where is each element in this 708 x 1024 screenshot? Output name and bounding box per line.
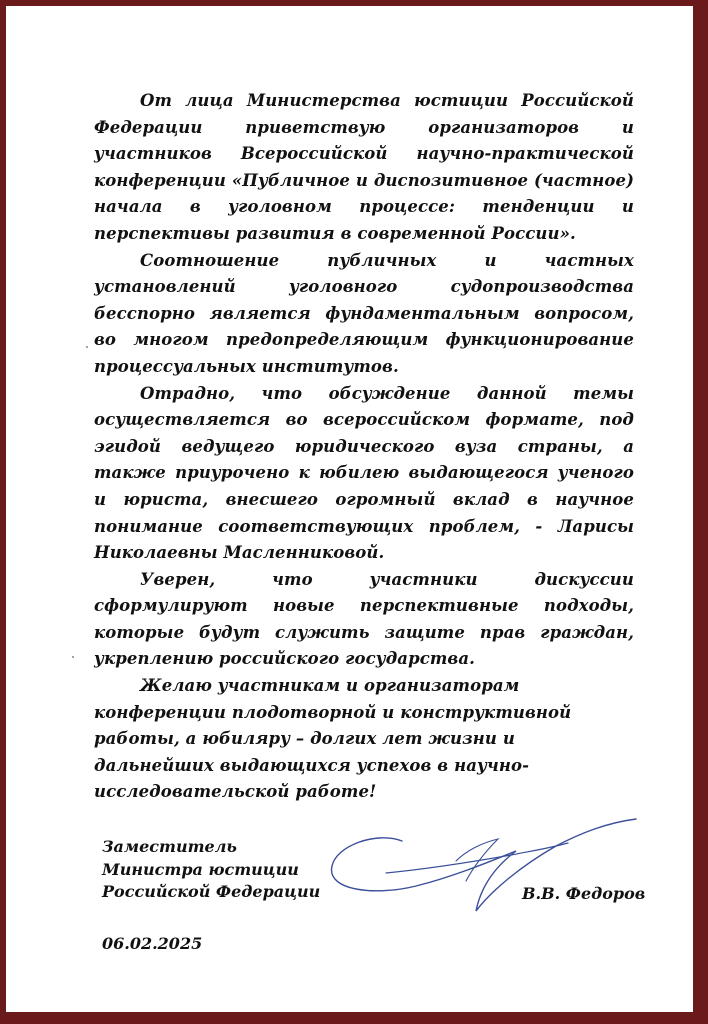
document-date: 06.02.2025 <box>102 934 203 953</box>
signer-name: В.В. Федоров <box>522 884 646 903</box>
letter-paragraph-4: Уверен, что участники дискуссии сформулируют новые перспективные подходы, которые будут служить защите прав граждан, укреплению российского государства. <box>94 569 634 669</box>
scan-speck <box>72 656 74 658</box>
letter-paragraph-1: От лица Министерства юстиции Российской Федерации приветствую организаторов и участников Всероссийской научно-практической конференции «Публичное и диспозитивное (частное) начала в уголовном процессе: тенденции и перспективы развития в современной России». <box>94 91 634 243</box>
letter-paragraph-2: Соотношение публичных и частных установлений уголовного судопроизводства бесспорно является фундаментальным вопросом, во многом предопределяющим функционирование процессуальных институтов. <box>94 250 634 376</box>
position-line-1: Заместитель <box>102 837 237 856</box>
position-line-3: Российской Федерации <box>102 882 321 901</box>
signature-icon <box>306 811 646 931</box>
signatory-position <box>102 836 320 904</box>
letter-paragraph-5: Желаю участникам и организаторам конференции плодотворной и конструктивной работы, а юбиляру – долгих лет жизни и дальнейших выдающихся успехов в научно-исследовательской работе! <box>94 676 572 802</box>
position-line-2: Министра юстиции <box>102 859 299 879</box>
letter-body <box>94 88 634 806</box>
scan-speck <box>86 346 88 348</box>
letter-paragraph-3: Отрадно, что обсуждение данной темы осуществляется во всероссийском формате, под эгидой ведущего юридического вуза страны, а также приурочено к юбилею выдающегося ученого и юриста, внесшего огромный вклад в научное понимание соответствующих проблем, - Ларисы Николаевны Масленниковой. <box>94 383 634 563</box>
